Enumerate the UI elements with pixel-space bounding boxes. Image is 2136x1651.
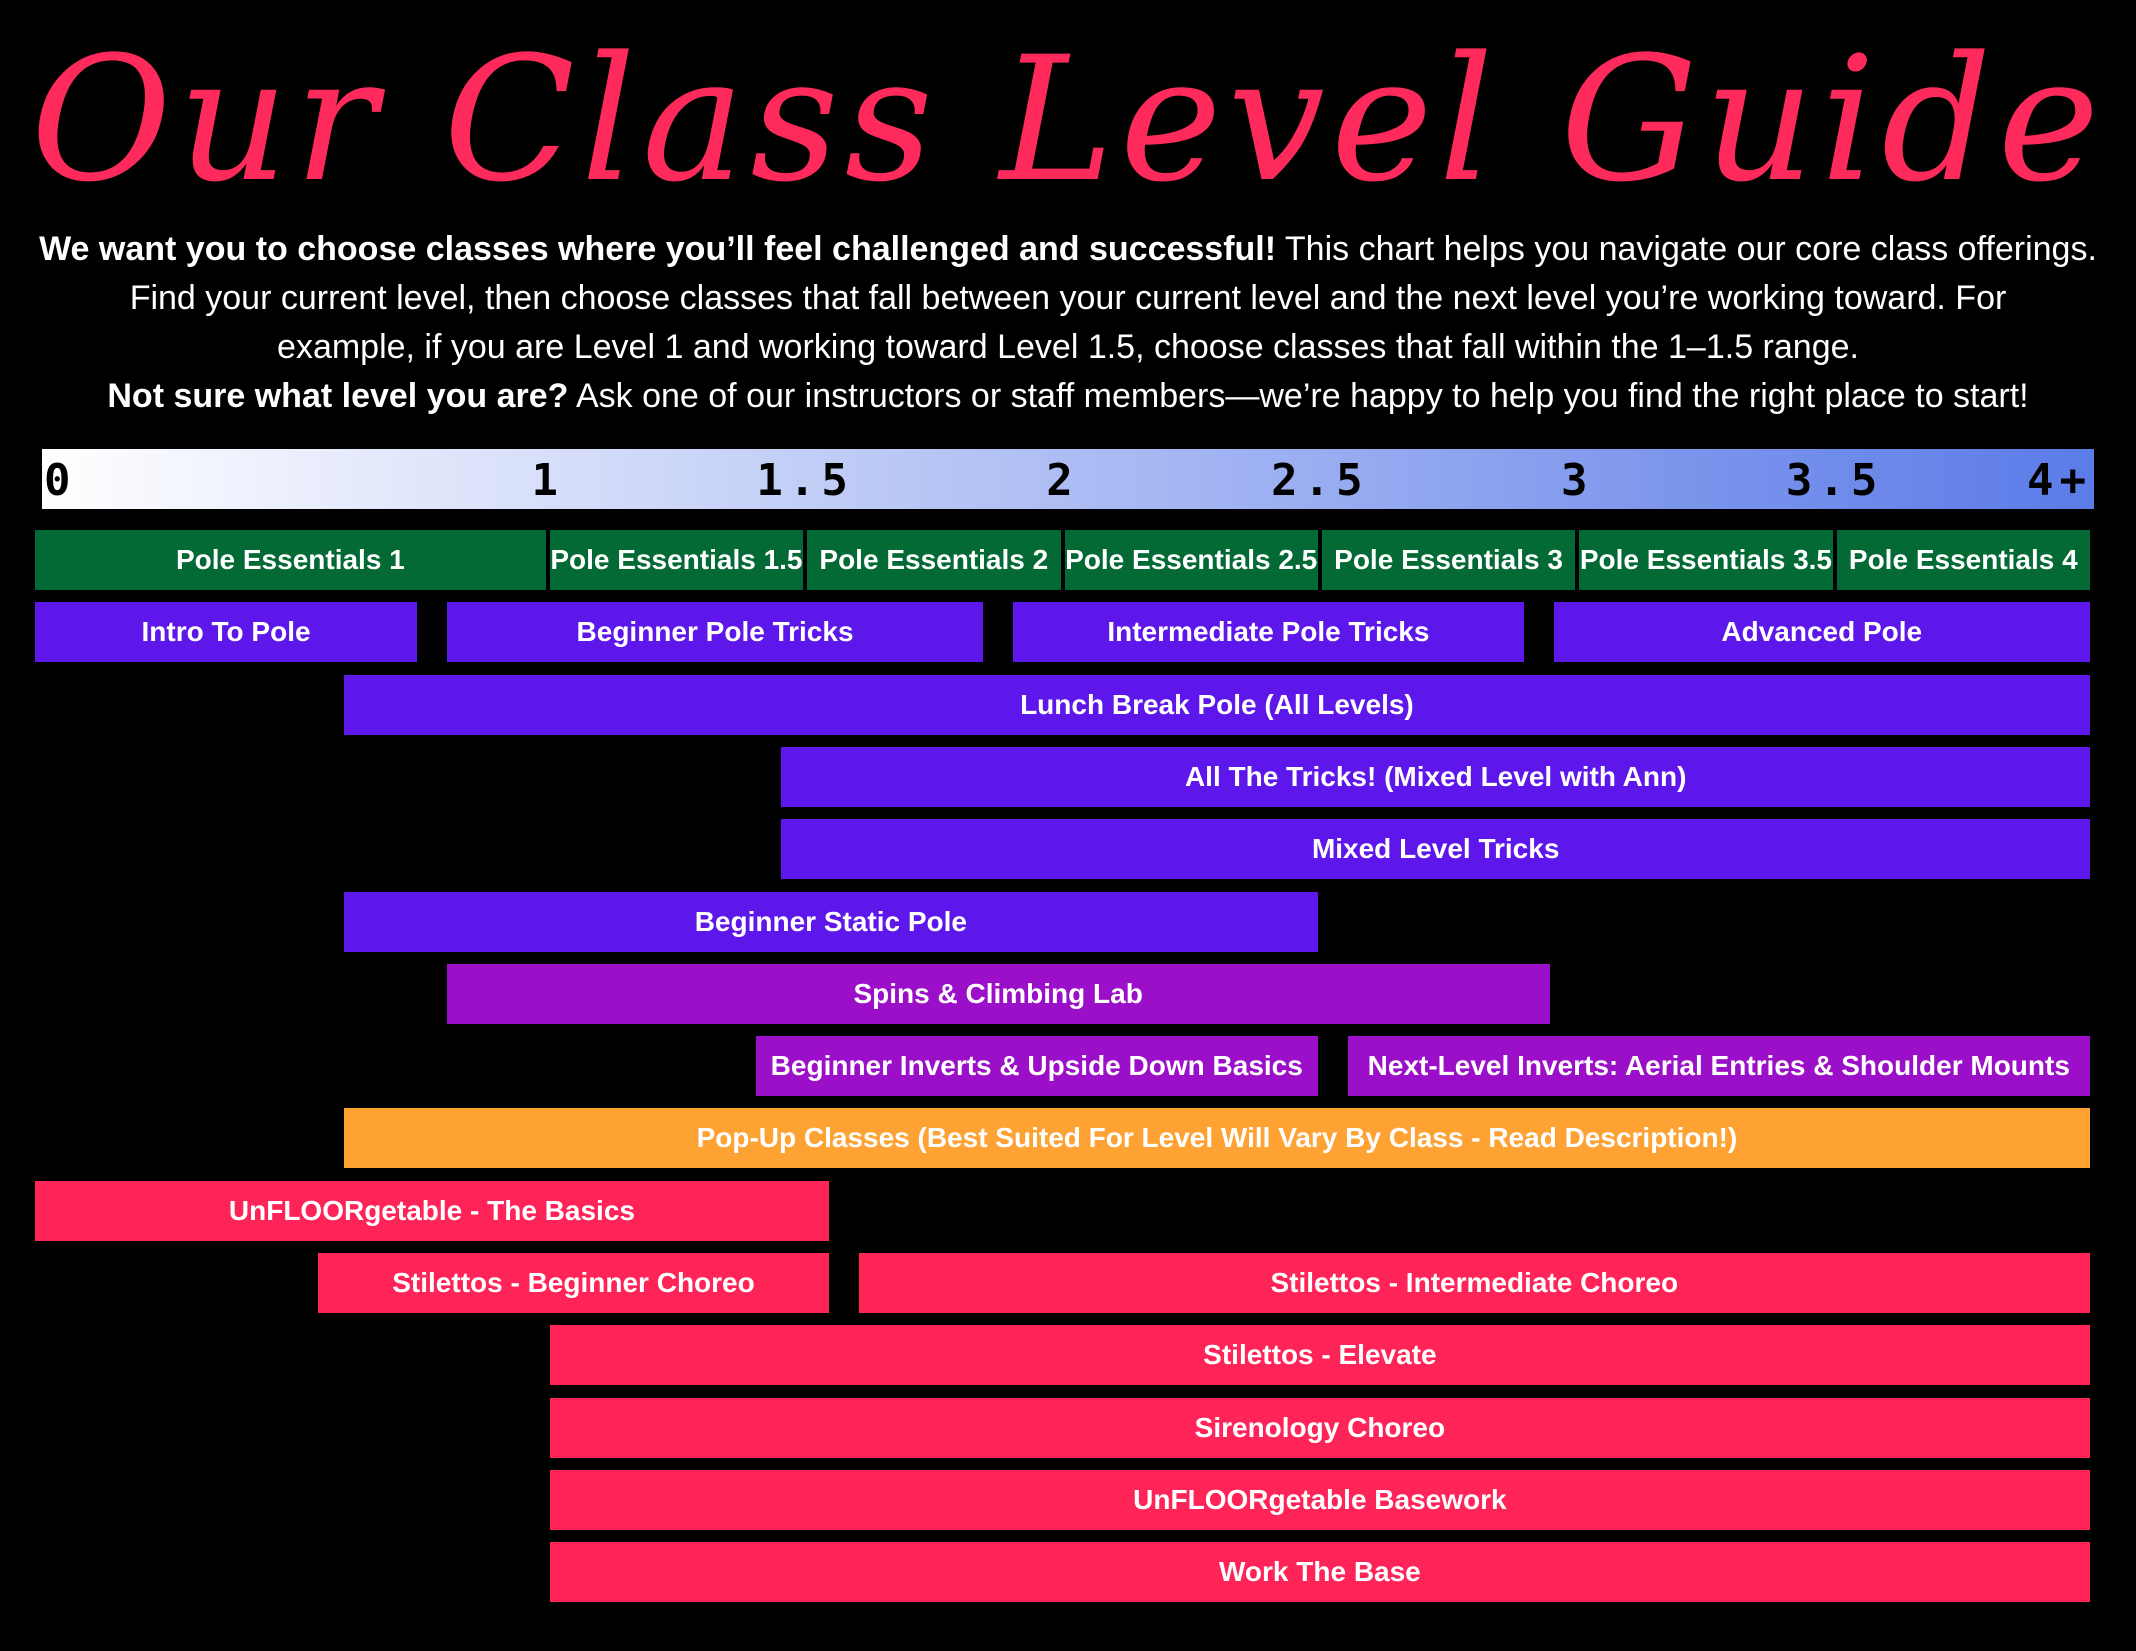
class-bar: Pole Essentials 4: [1837, 530, 2090, 590]
class-bar: Spins & Climbing Lab: [447, 964, 1550, 1024]
class-bar: All The Tricks! (Mixed Level with Ann): [781, 747, 2090, 807]
class-bar: Pole Essentials 1: [35, 530, 546, 590]
class-bar: Stilettos - Beginner Choreo: [318, 1253, 829, 1313]
scale-tick-label: 3.5: [1785, 455, 1884, 506]
class-bar: Work The Base: [550, 1542, 2090, 1602]
intro-line-4-rest: Ask one of our instructors or staff members—we’re happy to help you find the right place to start!: [568, 377, 2029, 415]
scale-tick-label: 1: [531, 455, 564, 506]
class-bar: Pole Essentials 2.5: [1065, 530, 1318, 590]
scale-tick-label: 2: [1046, 455, 1079, 506]
scale-tick-label: 2.5: [1271, 455, 1369, 506]
class-bar: Pole Essentials 2: [807, 530, 1060, 590]
page-title: Our Class Level Guide: [30, 19, 2106, 220]
scale-tick-label: 0: [44, 455, 77, 506]
intro-line-3: example, if you are Level 1 and working toward Level 1.5, choose classes that fall within the 1–1.5 range.: [277, 328, 1859, 366]
class-bar: Intermediate Pole Tricks: [1013, 602, 1524, 662]
class-bar: Pole Essentials 3.5: [1579, 530, 1832, 590]
class-bar: UnFLOORgetable - The Basics: [35, 1181, 829, 1241]
class-bar: Beginner Inverts & Upside Down Basics: [756, 1036, 1318, 1096]
intro-line-4-bold: Not sure what level you are?: [107, 377, 569, 415]
intro-line-1-rest: This chart helps you navigate our core class offerings.: [1276, 230, 2097, 268]
class-bar: Advanced Pole: [1554, 602, 2090, 662]
intro-line-1-bold: We want you to choose classes where you’ll feel challenged and successful!: [39, 230, 1277, 268]
class-bar: Stilettos - Elevate: [550, 1325, 2090, 1385]
class-bar: Sirenology Choreo: [550, 1398, 2090, 1458]
class-bar: Pop-Up Classes (Best Suited For Level Will Vary By Class - Read Description!): [344, 1108, 2090, 1168]
intro-line-2: Find your current level, then choose classes that fall between your current level and the next level you’re working toward. For: [129, 279, 2007, 317]
class-bar: Intro To Pole: [35, 602, 417, 662]
class-bar: Pole Essentials 1.5: [550, 530, 803, 590]
class-bar: Mixed Level Tricks: [781, 819, 2090, 879]
class-bar: Next-Level Inverts: Aerial Entries & Shoulder Mounts: [1348, 1036, 2090, 1096]
scale-tick-label: 1.5: [756, 455, 854, 506]
class-bar: Beginner Pole Tricks: [447, 602, 983, 662]
scale-tick-label: 3: [1561, 455, 1594, 506]
class-bar: Lunch Break Pole (All Levels): [344, 675, 2090, 735]
class-bar: UnFLOORgetable Basework: [550, 1470, 2090, 1530]
scale-tick-label: 4+: [2027, 455, 2092, 506]
class-bar: Stilettos - Intermediate Choreo: [859, 1253, 2090, 1313]
class-bar: Pole Essentials 3: [1322, 530, 1575, 590]
class-bar: Beginner Static Pole: [344, 892, 1318, 952]
